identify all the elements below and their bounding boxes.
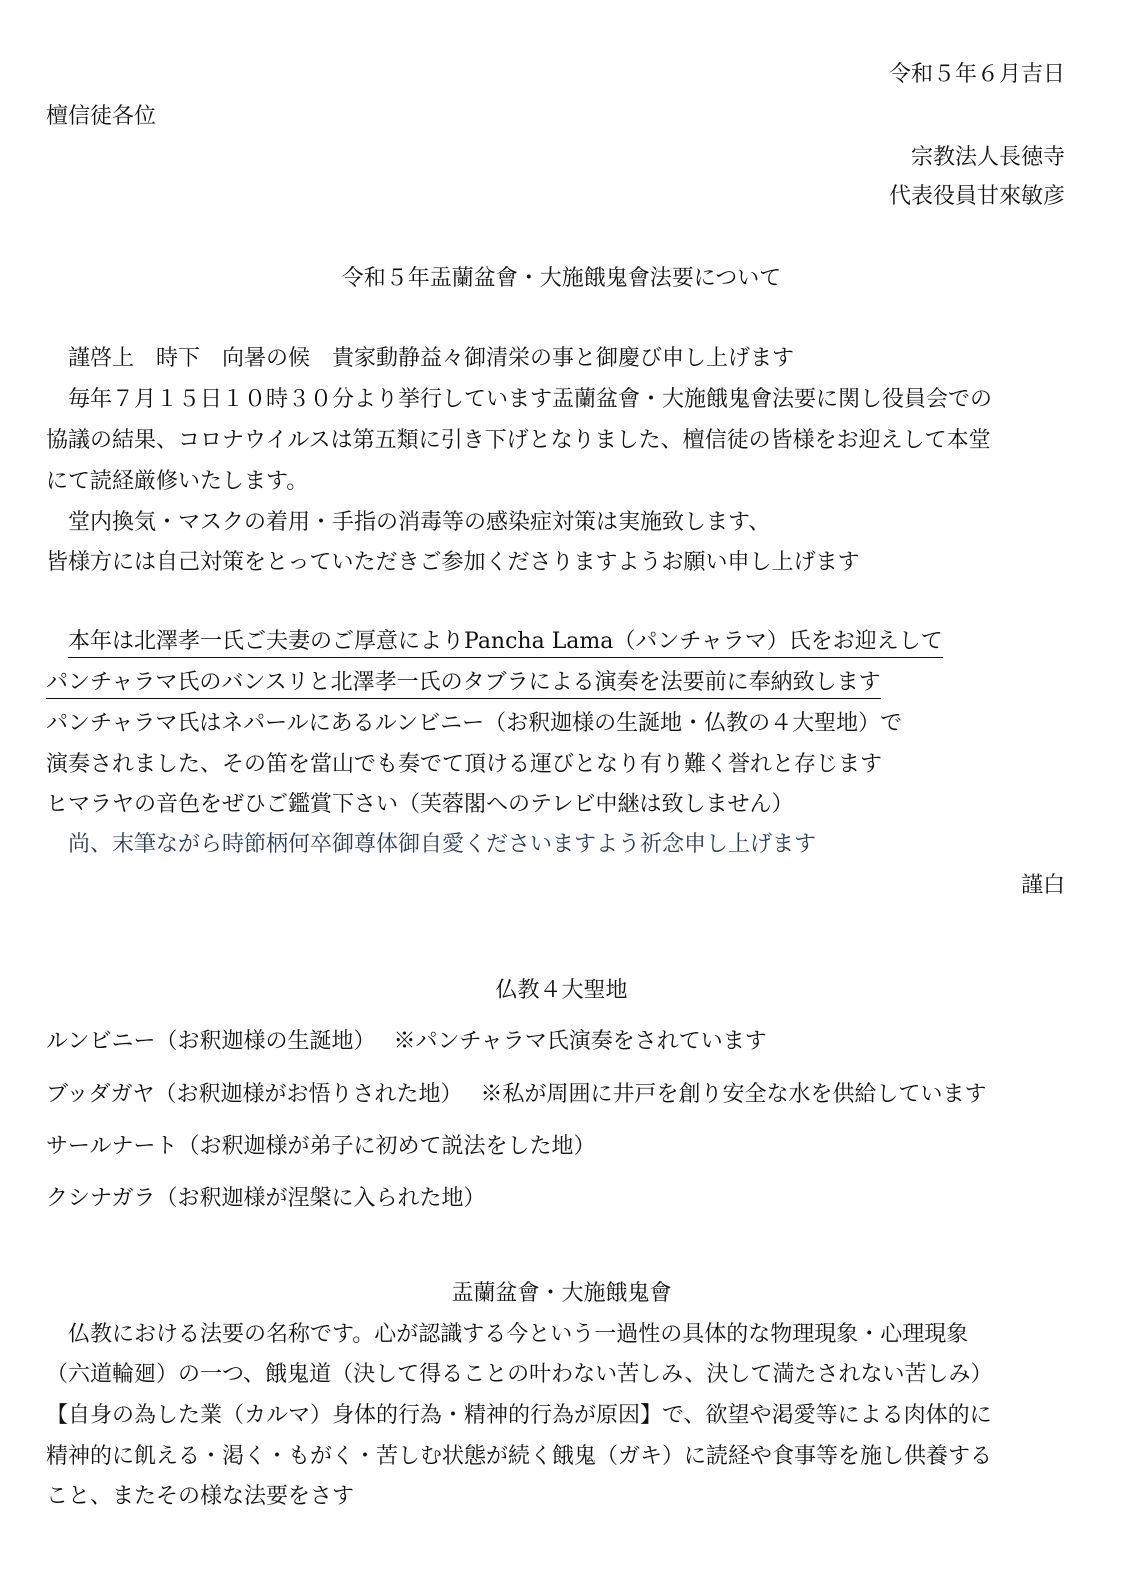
paragraph-2-line-2: 皆様方には自己対策をとっていただきご参加くださりますようお願い申し上げます xyxy=(46,550,860,575)
explanation-line-1: 仏教における法要の名称です。心が認識する今という一過性の具体的な物理現象・心理現象 xyxy=(68,1322,969,1347)
paragraph-4-line-3: ヒマラヤの音色をぜひご鑑賞下さい（芙蓉閣へのテレビ中継は致しません） xyxy=(46,792,794,817)
explanation-line-4: 精神的に飢える・渇く・もがく・苦しむ状態が続く餓鬼（ガキ）に読経や食事等を施し供養する xyxy=(46,1444,993,1469)
sacred-site-item: ブッダガヤ（お釈迦様がお悟りされた地） ※私が周囲に井戸を創り安全な水を供給しています xyxy=(46,1082,987,1107)
paragraph-4-line-1: パンチャラマ氏はネパールにあるルンビニー（お釈迦様の生誕地・仏教の４大聖地）で xyxy=(46,711,903,736)
greeting: 謹啓上 時下 向暑の候 貴家動静益々御清栄の事と御慶び申し上げます xyxy=(68,346,795,371)
sign-off: 謹白 xyxy=(1020,873,1065,898)
sacred-site-item: ルンビニー（お釈迦様の生誕地） ※パンチャラマ氏演奏をされています xyxy=(46,1029,767,1054)
closing-line: 尚、末筆ながら時節柄何卒御尊体御自愛くださいますよう祈念申し上げます xyxy=(68,832,817,857)
date: 令和５年６月吉日 xyxy=(888,62,1065,87)
explanation-line-3: 【自身の為した業（カルマ）身体的行為・精神的行為が原因】で、欲望や渇愛等による肉体的に xyxy=(46,1403,992,1428)
paragraph-1-line-2: 協議の結果、コロナウイルスは第五類に引き下げとなりました、檀信徒の皆様をお迎えして本堂 xyxy=(46,428,991,453)
document-title: 令和５年盂蘭盆會・大施餓鬼會法要について xyxy=(341,266,782,291)
sender-name: 代表役員甘來敏彦 xyxy=(888,184,1065,209)
paragraph-2-line-1: 堂内換気・マスクの着用・手指の消毒等の感染症対策は実施致します、 xyxy=(68,510,771,535)
announcement-text-2: パンチャラマ氏のバンスリと北澤孝一氏のタブラによる演奏を法要前に奉納致します xyxy=(46,670,881,699)
explanation-heading: 盂蘭盆會・大施餓鬼會 xyxy=(451,1281,672,1306)
announcement-line-2 xyxy=(46,672,881,694)
announcement-text-1: 本年は北澤孝一氏ご夫妻のご厚意によりPancha Lama（パンチャラマ）氏をお迎えして xyxy=(68,629,943,658)
sacred-site-item: クシナガラ（お釈迦様が涅槃に入られた地） xyxy=(46,1186,486,1211)
sacred-site-item: サールナート（お釈迦様が弟子に初めて説法をした地） xyxy=(46,1134,596,1159)
explanation-line-2: （六道輪廻）の一つ、餓鬼道（決して得ることの叶わない苦しみ、決して満たされない苦しみ） xyxy=(46,1362,993,1387)
sacred-sites-heading: 仏教４大聖地 xyxy=(495,978,628,1003)
sender-org: 宗教法人長徳寺 xyxy=(910,145,1065,170)
explanation-line-5: こと、またその様な法要をさす xyxy=(46,1484,355,1509)
paragraph-1-line-3: にて読経厳修いたします。 xyxy=(46,469,309,494)
paragraph-4-line-2: 演奏されました、その笛を當山でも奏でて頂ける運びとなり有り難く誉れと存じます xyxy=(46,752,883,777)
announcement-line-1 xyxy=(46,631,943,653)
paragraph-1-line-1: 毎年７月１５日１０時３０分より挙行しています盂蘭盆會・大施餓鬼會法要に関し役員会での xyxy=(68,387,993,412)
addressee: 檀信徒各位 xyxy=(46,104,157,129)
